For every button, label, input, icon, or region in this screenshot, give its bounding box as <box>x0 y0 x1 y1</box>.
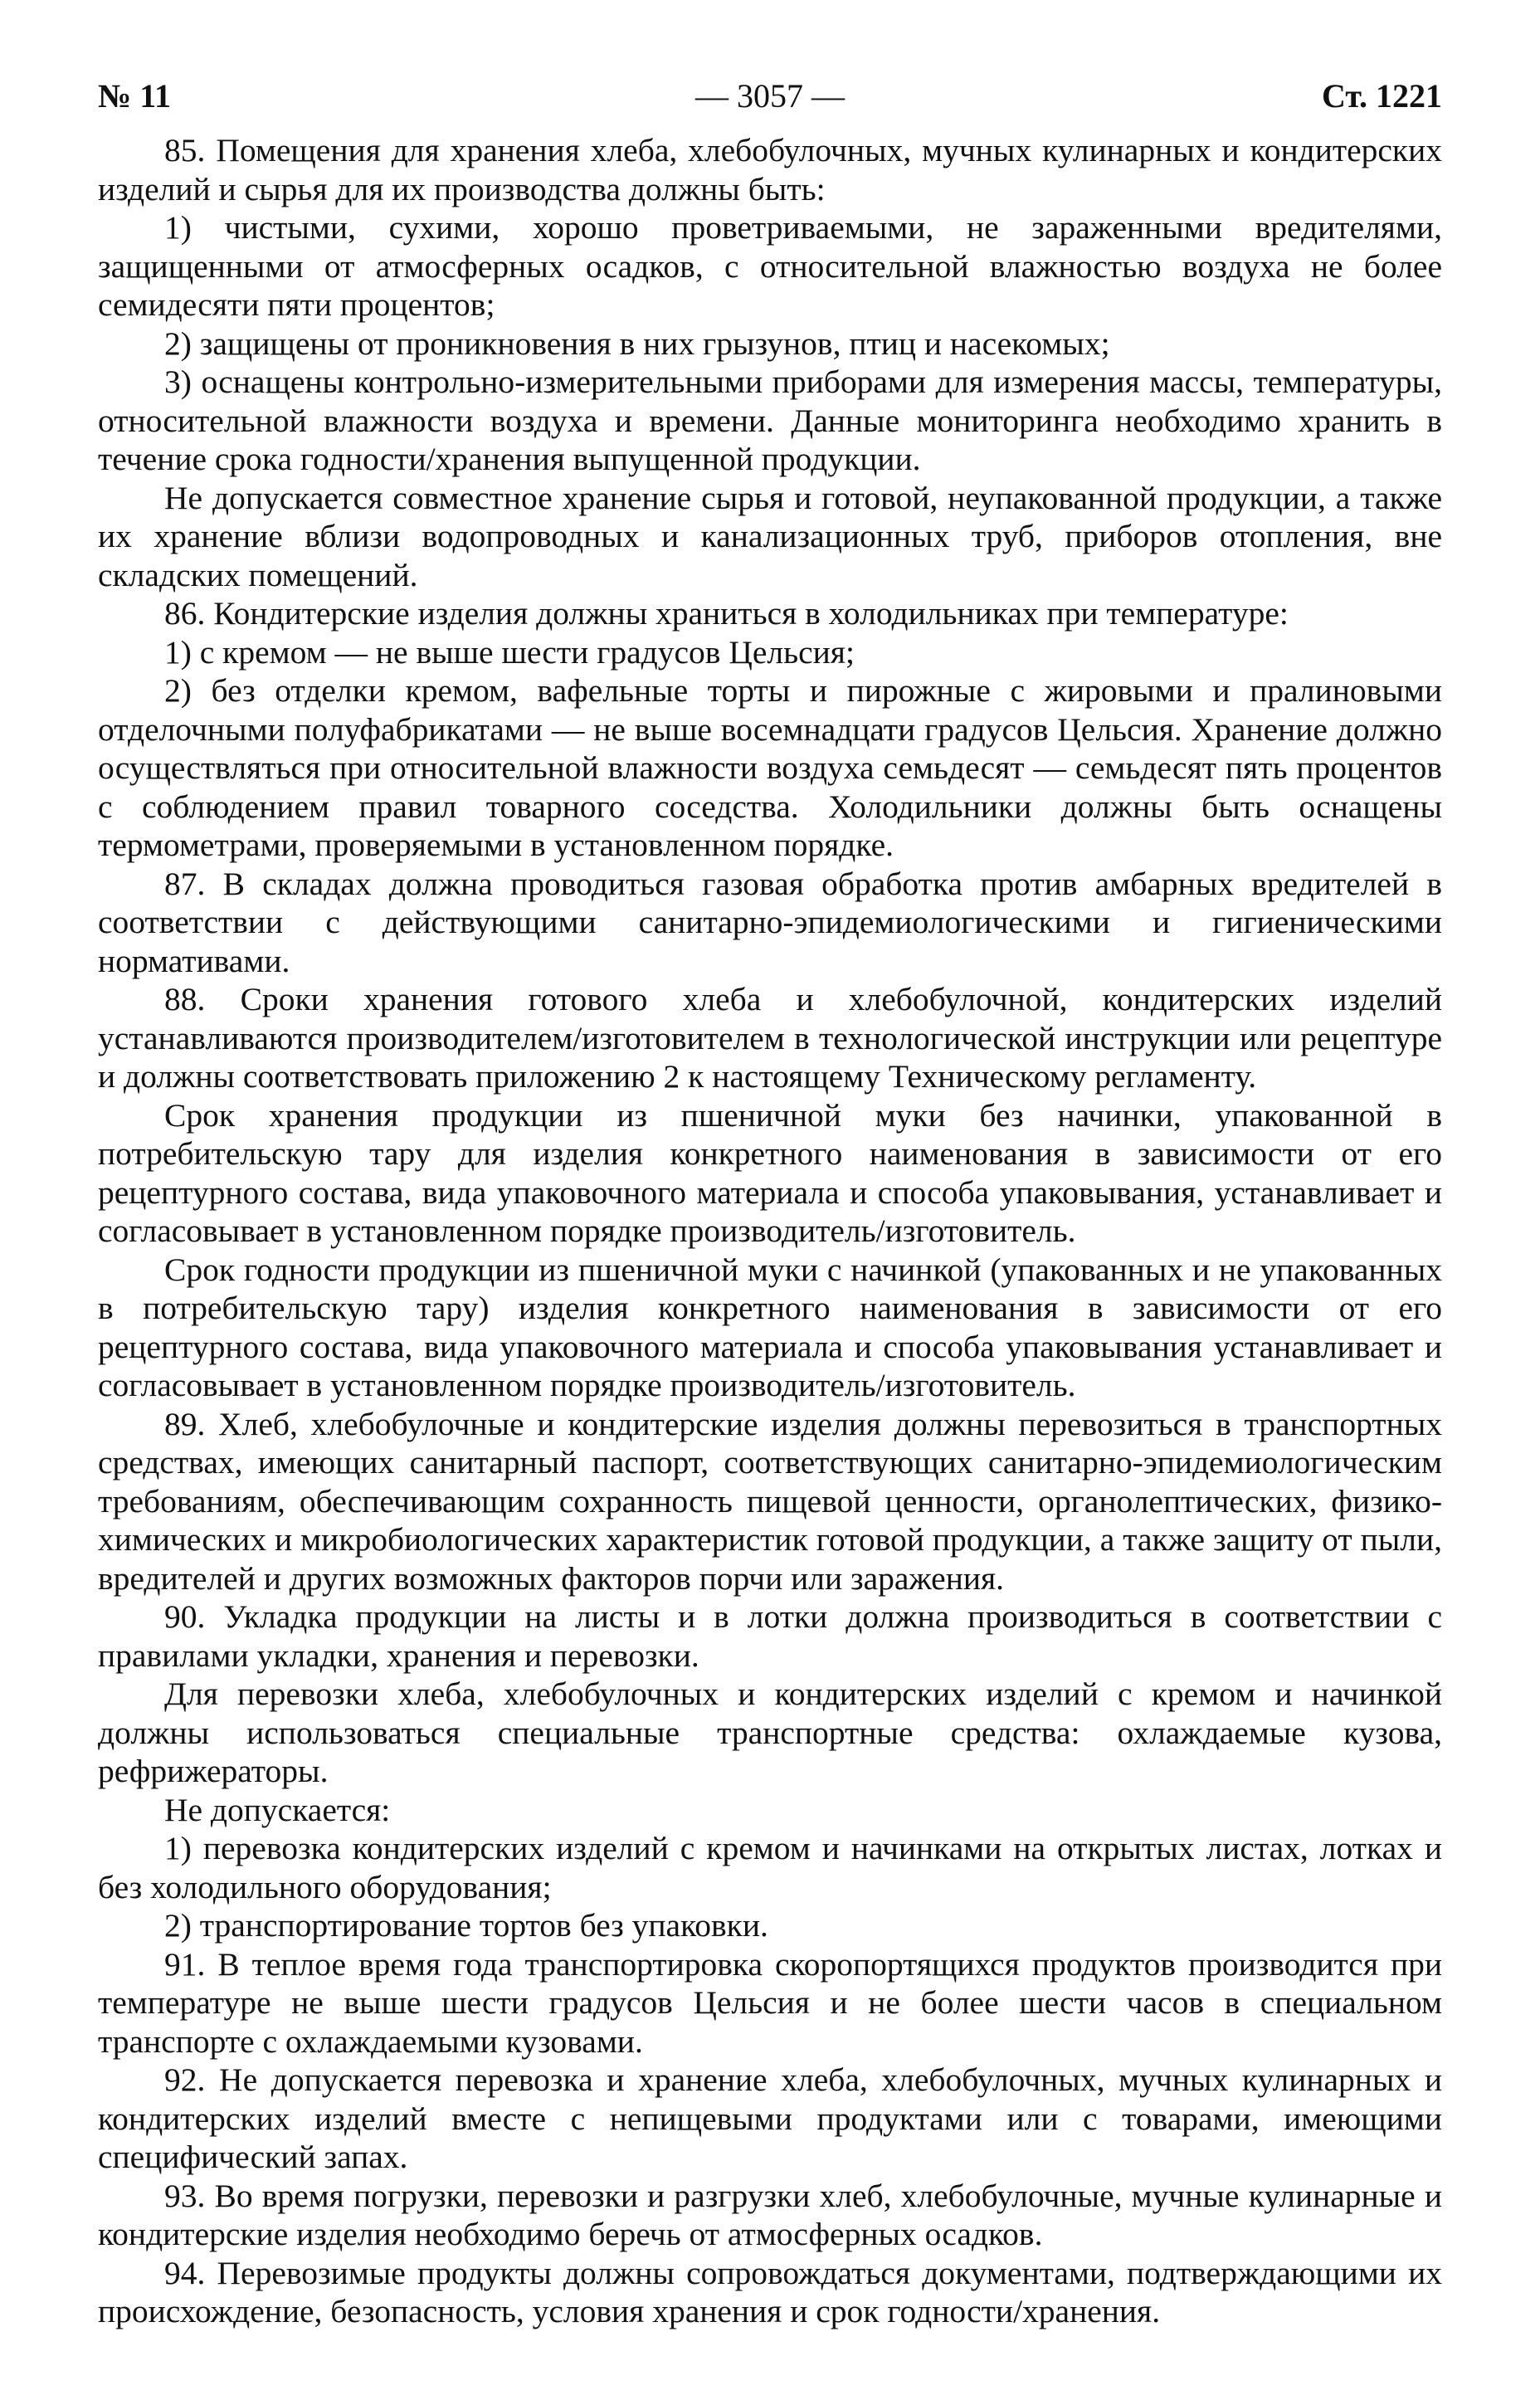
page-number: — 3057 — <box>695 77 845 115</box>
paragraph-94: 94. Перевозимые продукты должны сопровождаться документами, подтверждающими их происхождение, безопасность, условия хранения и срок годности/хранения. <box>98 2254 1442 2329</box>
paragraph-90-prohibited: Не допускается: <box>164 1791 391 1828</box>
paragraph-88: 88. Сроки хранения готового хлеба и хлебобулочной, кондитерских изделий устанавливаются производителем/изготовителем в технологической инструкции или рецептуре и должны соответствовать приложению 2 к настоящему Техническому регламенту. <box>98 981 1442 1095</box>
paragraph-86: 86. Кондитерские изделия должны храниться в холодильниках при температуре: <box>164 595 1289 632</box>
paragraph-90-transport: Для перевозки хлеба, хлебобулочных и кондитерских изделий с кремом и начинкой должны использоваться специальные транспортные средства: охлаждаемые кузова, рефрижераторы. <box>98 1676 1442 1789</box>
paragraph-88-storage: Срок хранения продукции из пшеничной муки без начинки, упакованной в потребительскую тару для изделия конкретного наименования в зависимости от его рецептурного состава, вида упаковочного материала и способа упаковывания, устанавливает и согласовывает в установленном порядке производитель/изготовитель. <box>98 1096 1442 1249</box>
paragraph-89: 89. Хлеб, хлебобулочные и кондитерские изделия должны перевозиться в транспортных средствах, имеющих санитарный паспорт, соответствующих санитарно-эпидемиологическим требованиям, обеспечивающим сохранность пищевой ценности, органолептических, физико-химических и микробиологических характеристик готовой продукции, а также защиту от пыли, вредителей и других возможных факторов порчи или заражения. <box>98 1405 1442 1597</box>
paragraph-90-item-1: 1) перевозка кондитерских изделий с кремом и начинками на открытых листах, лотках и без холодильного оборудования; <box>98 1830 1442 1905</box>
page-header <box>98 71 1442 121</box>
paragraph-86-item-1: 1) с кремом — не выше шести градусов Цельсия; <box>164 633 855 671</box>
paragraph-85-item-3: 3) оснащены контрольно-измерительными приборами для измерения массы, температуры, относительной влажности воздуха и времени. Данные мониторинга необходимо хранить в течение срока годности/хранения выпущенной продукции. <box>98 363 1442 477</box>
paragraph-90: 90. Укладка продукции на листы и в лотки должна производиться в соответствии с правилами укладки, хранения и перевозки. <box>98 1598 1442 1674</box>
issue-number: № 11 <box>98 77 171 115</box>
document-page <box>98 71 1442 2331</box>
paragraph-85-item-1: 1) чистыми, сухими, хорошо проветриваемыми, не зараженными вредителями, защищенными от атмосферных осадков, с относительной влажностью воздуха не более семидесяти пяти процентов; <box>98 209 1442 323</box>
paragraph-87: 87. В складах должна проводиться газовая обработка против амбарных вредителей в соответствии с действующими санитарно-эпидемиологическими и гигиеническими нормативами. <box>98 865 1442 979</box>
paragraph-91: 91. В теплое время года транспортировка скоропортящихся продуктов производится при температуре не выше шести градусов Цельсия и не более шести часов в специальном транспорте с охлаждаемыми кузовами. <box>98 1945 1442 2060</box>
paragraph-92: 92. Не допускается перевозка и хранение хлеба, хлебобулочных, мучных кулинарных и кондитерских изделий вместе с непищевыми продуктами или с товарами, имеющими специфический запах. <box>98 2061 1442 2175</box>
paragraph-88-shelf-life: Срок годности продукции из пшеничной муки с начинкой (упакованных и не упакованных в потребительскую тару) изделия конкретного наименования в зависимости от его рецептурного состава, вида упаковочного материала и способа упаковывания устанавливает и согласовывает в установленном порядке производитель/изготовитель. <box>98 1251 1442 1403</box>
article-number: Ст. 1221 <box>1322 77 1442 115</box>
paragraph-90-item-2: 2) транспортирование тортов без упаковки. <box>164 1907 768 1944</box>
paragraph-93: 93. Во время погрузки, перевозки и разгрузки хлеб, хлебобулочные, мучные кулинарные и кондитерские изделия необходимо беречь от атмосферных осадков. <box>98 2177 1442 2252</box>
paragraph-86-item-2: 2) без отделки кремом, вафельные торты и пирожные с жировыми и пралиновыми отделочными полуфабрикатами — не выше восемнадцати градусов Цельсия. Хранение должно осуществляться при относительной влажности воздуха семьдесят — семьдесят пять процентов с соблюдением правил товарного соседства. Холодильники должны быть оснащены термометрами, проверяемыми в установленном порядке. <box>98 672 1442 863</box>
document-body <box>98 131 1442 2331</box>
paragraph-85-note: Не допускается совместное хранение сырья и готовой, неупакованной продукции, а также их хранение вблизи водопроводных и канализационных труб, приборов отопления, вне складских помещений. <box>98 479 1442 593</box>
paragraph-85: 85. Помещения для хранения хлеба, хлебобулочных, мучных кулинарных и кондитерских изделий и сырья для их производства должны быть: <box>98 132 1442 207</box>
paragraph-85-item-2: 2) защищены от проникновения в них грызунов, птиц и насекомых; <box>164 324 1110 362</box>
